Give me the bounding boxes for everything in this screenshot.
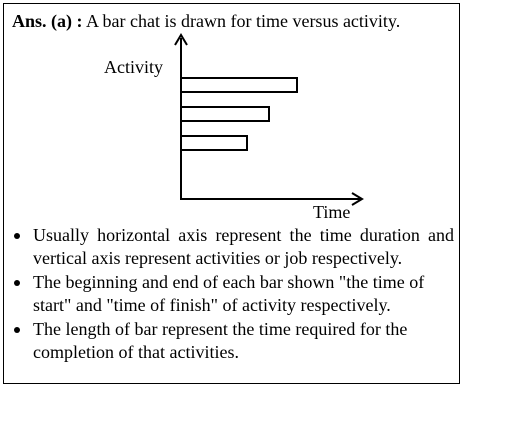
x-axis-label: Time: [313, 202, 351, 222]
bullet-icon: [14, 327, 20, 333]
y-axis-label: Activity: [104, 57, 163, 77]
activity-bars: [181, 78, 297, 150]
bullet-item: [12, 271, 454, 316]
answer-label: Ans. (a) :: [12, 11, 83, 31]
bullet-item: [12, 224, 454, 269]
activity-bar: [181, 107, 269, 121]
bullet-text: The beginning and end of each bar shown "the time of start" and "time of finish" of activity respectively.: [33, 272, 425, 315]
bullet-text: Usually horizontal axis represent the time duration and vertical axis represent activities or job respectively.: [33, 225, 454, 268]
bullet-icon: [14, 280, 20, 286]
activity-bar: [181, 136, 247, 150]
bullet-icon: [14, 233, 20, 239]
bullet-item: [12, 318, 454, 363]
answer-box: [3, 3, 460, 384]
bar-chart-diagram: [94, 29, 384, 224]
activity-bar: [181, 78, 297, 92]
bullet-text: The length of bar represent the time required for the completion of that activities.: [33, 319, 408, 362]
bullet-list: [12, 224, 454, 365]
answer-intro: A bar chat is drawn for time versus activity.: [86, 11, 401, 31]
